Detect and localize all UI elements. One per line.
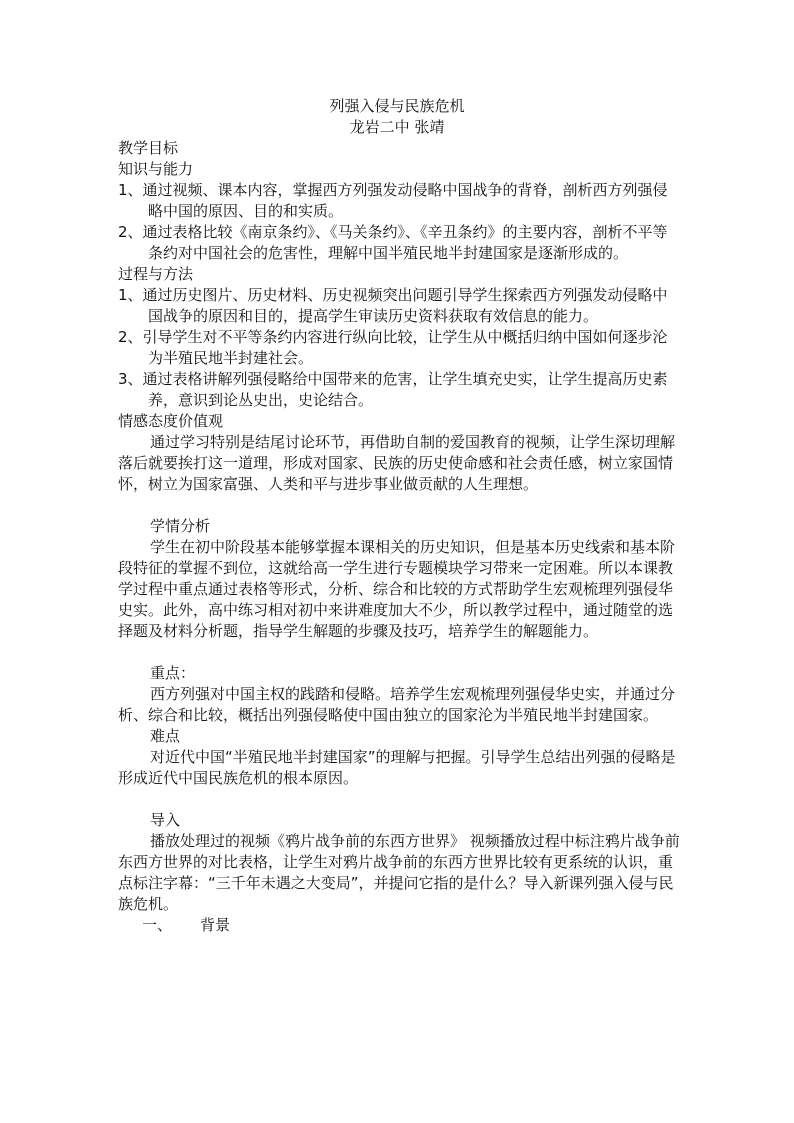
- knowledge-item: 2、通过表格比较《南京条约》、《马关条约》、《辛丑条约》的主要内容，剖析不平等条约对中国社会的危害性，理解中国半殖民地半封建国家是逐渐形成的。: [118, 223, 668, 262]
- process-item: 2、引导学生对不平等条约内容进行纵向比较，让学生从中概括归纳中国如何逐步沦为半殖民地半封建社会。: [118, 328, 668, 367]
- spacer: [118, 495, 680, 516]
- section-one-number: 一、: [142, 916, 173, 934]
- document-body: [118, 138, 680, 936]
- key-point-paragraph: 西方列强对中国主权的践踏和侵略。培养学生宏观梳理列强侵华史实，并通过分析、综合和比较，概括出列强侵略使中国由独立的国家沦为半殖民地半封建国家。: [118, 685, 676, 724]
- analysis-paragraph: 学生在初中阶段基本能够掌握本课相关的历史知识，但是基本历史线索和基本阶段特征的掌握不到位，这就给高一学生进行专题模块学习带来一定困难。所以本课教学过程中重点通过表格等形式，分析、综合和比较的方式帮助学生宏观梳理列强侵华史实。此外，高中练习相对初中来讲难度加大不少，所以教学过程中，通过随堂的选择题及材料分析题，指导学生解题的步骤及技巧，培养学生的解题能力。: [118, 538, 676, 640]
- document-author: 龙岩二中 张靖: [349, 118, 445, 136]
- section-one-title: 背景: [200, 916, 231, 934]
- intro-heading: 导入: [150, 811, 181, 829]
- spacer: [118, 789, 680, 810]
- goals-heading: 教学目标: [118, 139, 179, 157]
- process-item: 3、通过表格讲解列强侵略给中国带来的危害，让学生填充史实，让学生提高历史素养，意识到论丛史出，史论结合。: [118, 370, 668, 409]
- spacer: [118, 642, 680, 663]
- emotion-paragraph: 通过学习特别是结尾讨论环节，再借助自制的爱国教育的视频，让学生深切理解落后就要挨打这一道理，形成对国家、民族的历史使命感和社会责任感，树立家国情怀，树立为国家富强、人类和平与进步事业做贡献的人生理想。: [118, 433, 676, 493]
- process-item: 1、通过历史图片、历史材料、历史视频突出问题引导学生探索西方列强发动侵略中国战争的原因和目的，提高学生审读历史资料获取有效信息的能力。: [118, 286, 668, 325]
- process-heading: 过程与方法: [118, 265, 194, 283]
- knowledge-item: 1、通过视频、课本内容，掌握西方列强发动侵略中国战争的背脊，剖析西方列强侵略中国的原因、目的和实质。: [118, 181, 668, 220]
- difficulty-heading: 难点: [150, 727, 181, 745]
- analysis-heading: 学情分析: [150, 517, 211, 535]
- emotion-heading: 情感态度价值观: [118, 412, 224, 430]
- intro-paragraph: 播放处理过的视频《鸦片战争前的东西方世界》 视频播放过程中标注鸦片战争前东西方世界的对比表格，让学生对鸦片战争前的东西方世界比较有更系统的认识，重点标注字幕：“三千年未遇之大变局”，并提问它指的是什么？导入新课列强入侵与民族危机。: [118, 832, 680, 913]
- document-title: 列强入侵与民族危机: [329, 97, 465, 115]
- difficulty-paragraph: 对近代中国“半殖民地半封建国家”的理解与把握。引导学生总结出列强的侵略是形成近代中国民族危机的根本原因。: [118, 748, 676, 787]
- knowledge-heading: 知识与能力: [118, 160, 194, 178]
- section-one-heading: [118, 915, 680, 936]
- key-point-heading: 重点：: [150, 664, 196, 682]
